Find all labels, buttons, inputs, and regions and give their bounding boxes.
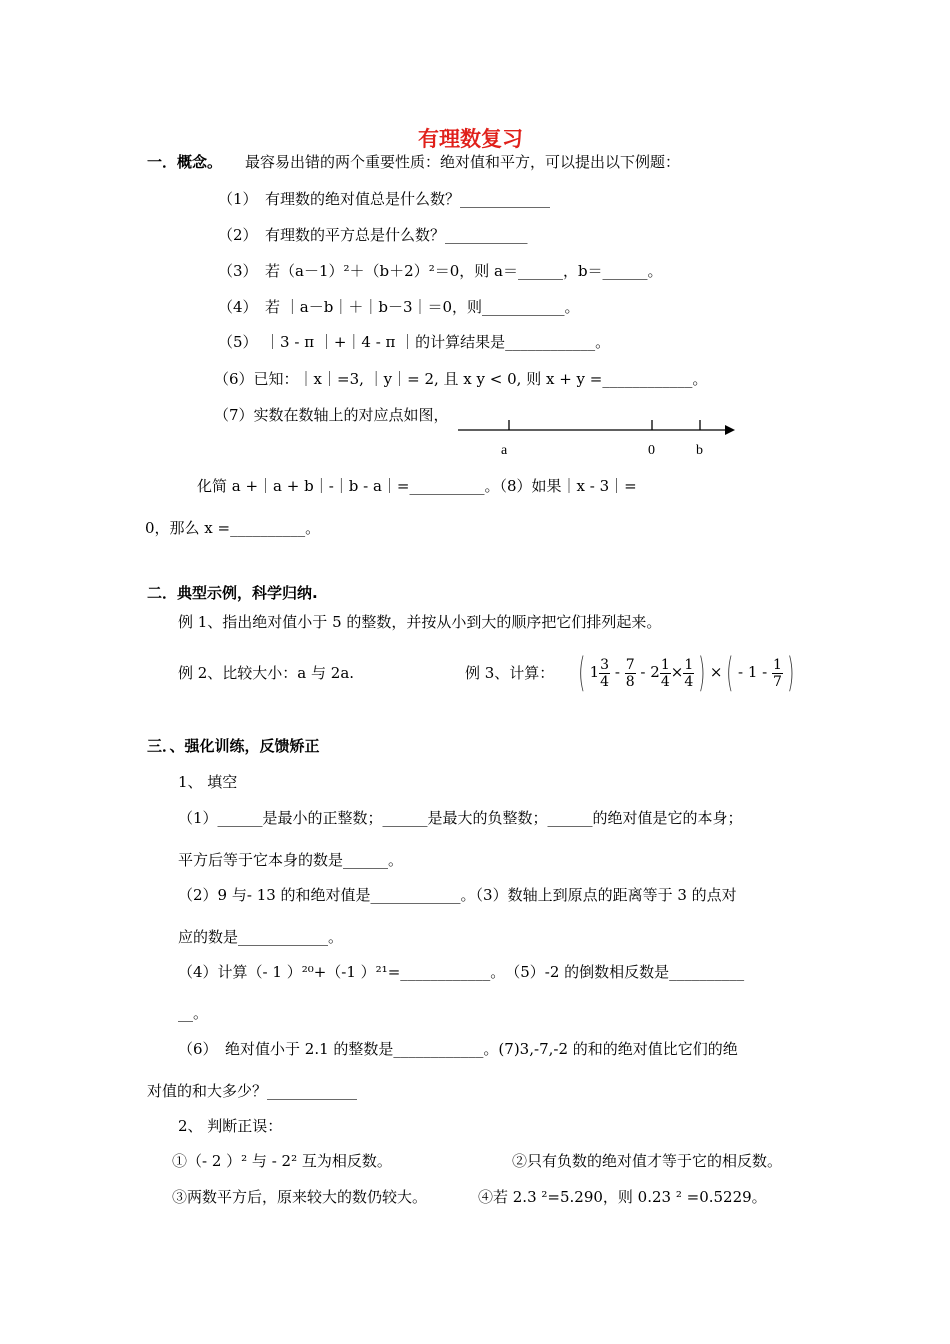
- fraction: $\frac{1}{4}$: [660, 656, 670, 690]
- question-4: （4） 若 ｜a－b｜＋｜b－3｜＝0，则___________。: [218, 298, 580, 316]
- axis-label-a: a: [501, 443, 508, 458]
- fraction: $\frac{7}{8}$: [625, 656, 635, 690]
- practice-2: （2）9 与- 13 的和绝对值是____________。（3）数轴上到原点的距离等于 3 的点对: [178, 886, 737, 904]
- number-line: [455, 412, 745, 462]
- example-3-label: 例 3、计算：: [465, 664, 555, 682]
- question-2: （2） 有理数的平方总是什么数？___________: [218, 226, 528, 244]
- section-1-intro: 最容易出错的两个重要性质：绝对值和平方，可以提出以下例题：: [245, 153, 681, 171]
- subsection-fill-blank: 1、 填空: [178, 773, 238, 791]
- section-1-heading: 一．概念。: [147, 153, 223, 171]
- question-5: （5） ｜3 - π ｜+｜4 - π ｜的计算结果是____________。: [218, 333, 611, 351]
- section-3-heading: 三．、强化训练，反馈矫正: [147, 737, 320, 755]
- question-7-simplify: 化简 a +｜a + b｜-｜b - a｜=__________。（8）如果｜x - 3｜=: [197, 477, 637, 495]
- judgement-1: ①（- 2 ）² 与 - 2² 互为相反数。: [172, 1152, 392, 1170]
- axis-label-b: b: [696, 443, 703, 458]
- practice-1: （1）______是最小的正整数；______是最大的负整数；______的绝对值是它的本身；: [178, 809, 743, 827]
- practice-4: （4）计算（- 1 ）²⁰+（-1 ）²¹=____________。 （5）-2 的倒数相反数是__________: [178, 963, 745, 981]
- judgement-3: ③两数平方后，原来较大的数仍较大。: [172, 1188, 428, 1206]
- page-title: 有理数复习: [418, 127, 523, 151]
- practice-6: （6） 绝对值小于 2.1 的整数是____________。(7)3,-7,-2 的和的绝对值比它们的绝: [178, 1040, 738, 1058]
- practice-4-cont: __。: [178, 1004, 209, 1022]
- question-8: 0，那么 x =__________。: [145, 519, 321, 537]
- example-3-expression: ( 1 $\frac{3}{4}$ - $\frac{7}{8}$ - 2 $\frac{1}{4}$ × $\frac{1}{4}$ ) × ( - 1 - $\frac{1}{7}$ ): [578, 650, 795, 696]
- judgement-2: ②只有负数的绝对值才等于它的相反数。: [512, 1152, 783, 1170]
- subsection-true-false: 2、 判断正误：: [178, 1117, 283, 1135]
- practice-1-cont: 平方后等于它本身的数是______。: [178, 851, 404, 869]
- question-7: （7）实数在数轴上的对应点如图，: [214, 406, 449, 424]
- practice-2-cont: 应的数是____________。: [178, 928, 344, 946]
- example-1: 例 1、指出绝对值小于 5 的整数，并按从小到大的顺序把它们排列起来。: [178, 613, 662, 631]
- axis-label-0: 0: [648, 443, 655, 458]
- fraction: $\frac{1}{7}$: [773, 656, 782, 690]
- fraction: $\frac{1}{4}$: [684, 656, 694, 690]
- question-1: （1） 有理数的绝对值总是什么数？____________: [218, 190, 551, 208]
- example-2: 例 2、比较大小：a 与 2a.: [178, 664, 355, 682]
- judgement-4: ④若 2.3 ²=5.290，则 0.23 ² =0.5229。: [478, 1188, 767, 1206]
- section-2-heading: 二．典型示例，科学归纳.: [147, 584, 318, 602]
- question-6: （6）已知：｜x｜=3, ｜y｜= 2, 且 x y < 0, 则 x + y =____________。: [214, 370, 708, 388]
- fraction: $\frac{3}{4}$: [600, 656, 610, 690]
- practice-6-cont: 对值的和大多少？____________: [147, 1082, 358, 1100]
- question-3: （3） 若（a－1）²＋（b＋2）²＝0，则 a＝______，b＝______。: [218, 262, 663, 280]
